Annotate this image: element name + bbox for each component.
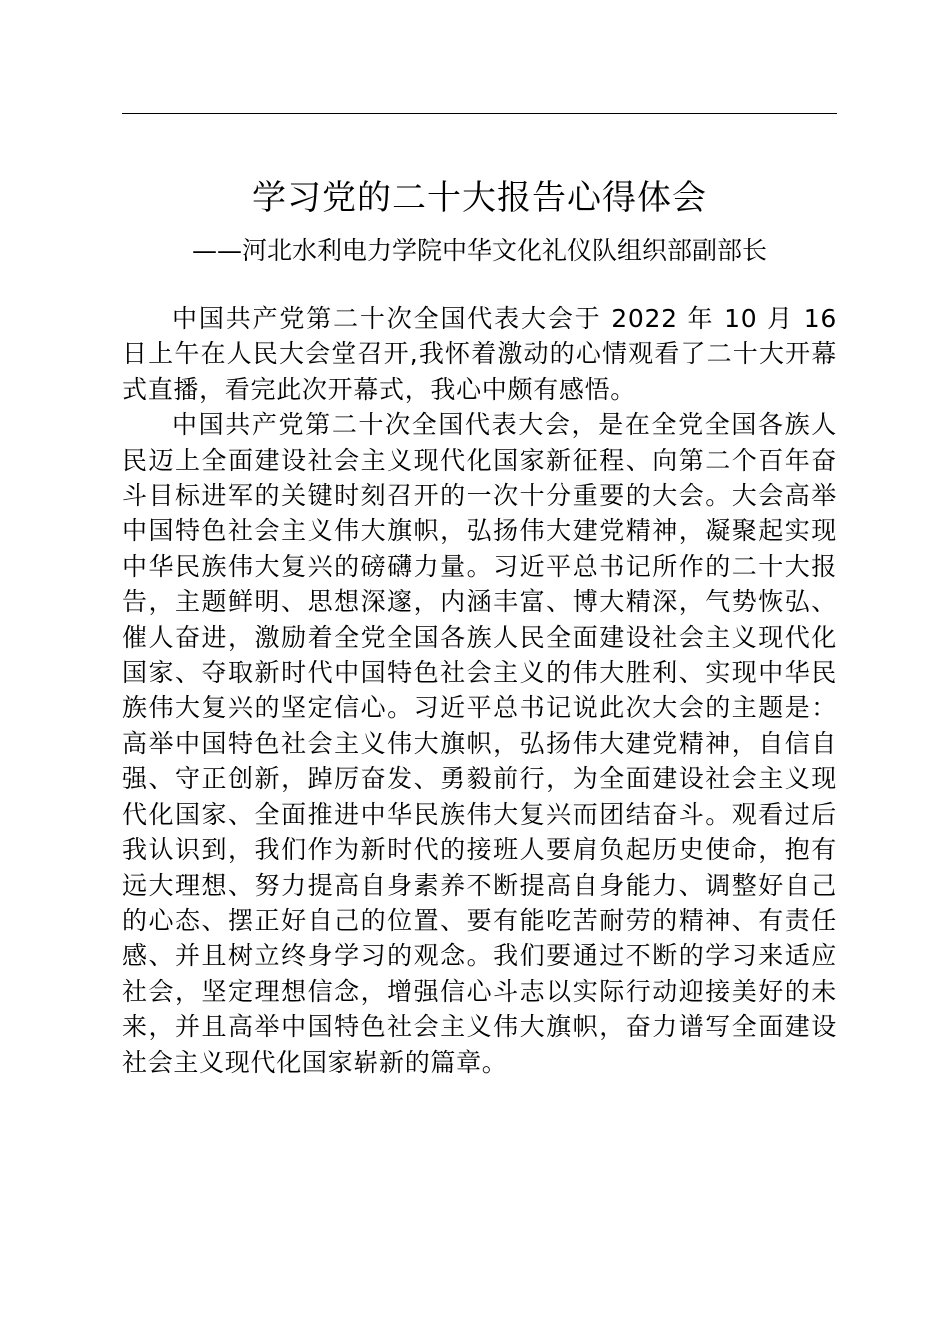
document-subtitle: ——河北水利电力学院中华文化礼仪队组织部副部长 (191, 236, 767, 265)
paragraph-main: 中国共产党第二十次全国代表大会，是在全党全国各族人民迈上全面建设社会主义现代化国家新征程、向第二个百年奋斗目标进军的关键时刻召开的一次十分重要的大会。大会高举中国特色社会主义伟大旗帜，弘扬伟大建党精神，凝聚起实现中华民族伟大复兴的磅礴力量。习近平总书记所作的二十大报告，主题鲜明、思想深邃，内涵丰富、博大精深，气势恢弘、催人奋进，激励着全党全国各族人民全面建设社会主义现代化国家、夺取新时代中国特色社会主义的伟大胜利、实现中华民族伟大复兴的坚定信心。习近平总书记说此次大会的主题是：高举中国特色社会主义伟大旗帜，弘扬伟大建党精神，自信自强、守正创新，踔厉奋发、勇毅前行，为全面建设社会主义现代化国家、全面推进中华民族伟大复兴而团结奋斗。观看过后我认识到，我们作为新时代的接班人要肩负起历史使命，抱有远大理想、努力提高自身素养不断提高自身能力、调整好自己的心态、摆正好自己的位置、要有能吃苦耐劳的精神、有责任感、并且树立终身学习的观念。我们要通过不断的学习来适应社会，坚定理想信念，增强信心斗志以实际行动迎接美好的未来，并且高举中国特色社会主义伟大旗帜，奋力谱写全面建设社会主义现代化国家崭新的篇章。 (122, 410, 837, 1077)
header-rule (122, 113, 837, 114)
document-title: 学习党的二十大报告心得体会 (252, 178, 707, 218)
document-body (122, 301, 837, 1080)
paragraph-intro: 中国共产党第二十次全国代表大会于 2022 年 10 月 16 日上午在人民大会堂召开,我怀着激动的心情观看了二十大开幕式直播，看完此次开幕式，我心中颇有感悟。 (122, 304, 837, 404)
